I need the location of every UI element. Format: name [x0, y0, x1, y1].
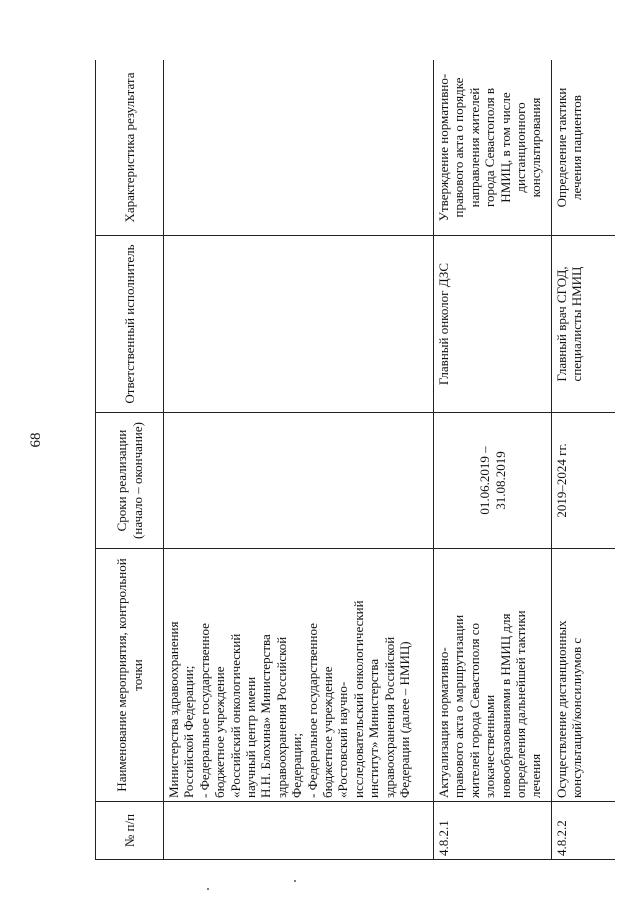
- page-number: 68: [28, 432, 44, 448]
- table-row: [434, 60, 552, 860]
- cell-executor: [164, 236, 434, 413]
- cell-executor: Главный онколог ДЗС: [434, 236, 552, 413]
- table-row: [552, 60, 616, 860]
- table-row: [164, 60, 434, 860]
- cell-result: [164, 60, 434, 236]
- cell-dates: [164, 413, 434, 549]
- cell-number: 4.8.2.1: [434, 802, 552, 860]
- header-dates: Сроки реализации (начало – окончание): [96, 413, 164, 549]
- cell-dates: 01.06.2019 – 31.08.2019: [434, 413, 552, 549]
- header-result: Характеристика результата: [96, 60, 164, 236]
- activities-table: [95, 60, 615, 860]
- header-executor: Ответственный исполнитель: [96, 236, 164, 413]
- cell-result: Определение тактики лечения пациентов: [552, 60, 616, 236]
- scan-speck: [294, 880, 296, 882]
- cell-executor: Главный врач СГОД, специалисты НМИЦ: [552, 236, 616, 413]
- header-number: № п/п: [96, 802, 164, 860]
- header-activity-name: Наименование мероприятия, контрольной точки: [96, 549, 164, 802]
- cell-activity-name: Актуализация нормативно- правового акта о маршрутизации жителей города Севастополя со злокачественными новообразованиями в НМИЦ для определения дальнейшей тактики лечения: [434, 549, 552, 802]
- cell-dates: 2019–2024 гг.: [552, 413, 616, 549]
- cell-result: Утверждение нормативно- правового акта о порядке направления жителей города Севастополя в НМИЦ, в том числе дистанционного консультирования: [434, 60, 552, 236]
- cell-activity-name: Министерства здравоохранения Российской Федерации; - Федеральное государственное бюджетное учреждение «Российский онкологический научный центр имени Н.Н. Блохина» Министерства здравоохранения Российской Федерации; - Федеральное государственное бюджетное учреждение «Ростовский научно- исследовательский онкологический институт» Министерства здравоохранения Российской Федерации (далее – НМИЦ): [164, 549, 434, 802]
- cell-number: 4.8.2.2: [552, 802, 616, 860]
- cell-activity-name: Осуществление дистанционных консультаций/консилиумов с: [552, 549, 616, 802]
- table-header-row: [96, 60, 164, 860]
- cell-number: [164, 802, 434, 860]
- scan-speck: [207, 888, 209, 890]
- rotated-table-container: [95, 60, 615, 860]
- landscape-page: [95, 60, 615, 860]
